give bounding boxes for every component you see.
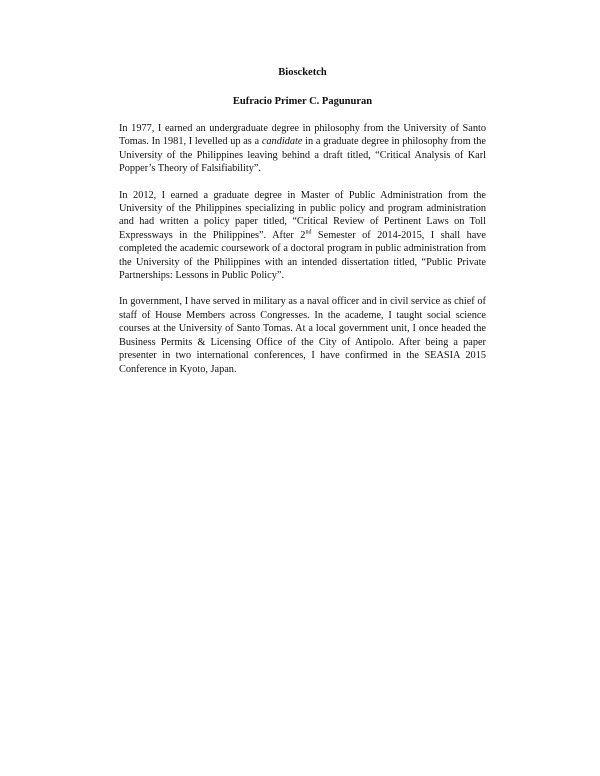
paragraph-text: In 2012, I earned a graduate degree in Master of Public Administration from the University of the Philippines specializing in public policy and program administration and had written a policy paper titled, “Critical Review of Pertinent Laws on Toll Expressways in the Philippines”. After 2 bbox=[119, 189, 486, 241]
ordinal-superscript: nd bbox=[305, 229, 312, 236]
paragraph-education-philosophy bbox=[119, 122, 486, 176]
paragraph-career: In government, I have served in military as a naval officer and in civil service as chief of staff of House Members across Congresses. In the academe, I taught social science courses at the University of Santo Tomas. At a local government unit, I once headed the Business Permits & Licensing Office of the City of Antipolo. After being a paper presenter in two international conferences, I have confirmed in the SEASIA 2015 Conference in Kyoto, Japan. bbox=[119, 296, 486, 375]
document-title: Bioscketch bbox=[278, 67, 327, 78]
author-name: Eufracio Primer C. Pagunuran bbox=[232, 96, 373, 107]
paragraph-education-public-administration bbox=[119, 189, 486, 283]
paragraph-text: In 1977, I earned an undergraduate degree in philosophy from the University of Santo Tomas. In 1981, I levelled up as a bbox=[119, 123, 486, 148]
paragraph-text: Semester of 2014-2015, I shall have completed the academic coursework of a doctoral program in public administration from the University of the Philippines with an intended dissertation titled, “Public Private Partnerships: Lessons in Public Policy”. bbox=[119, 229, 487, 282]
italic-candidate: candidate bbox=[261, 136, 303, 148]
paragraph-text: in a graduate degree in philosophy from the University of the Philippines leaving behind a draft titled, “Critical Analysis of Karl Popper’s Theory of Falsifiability”. bbox=[119, 136, 486, 175]
document-body bbox=[119, 66, 486, 389]
